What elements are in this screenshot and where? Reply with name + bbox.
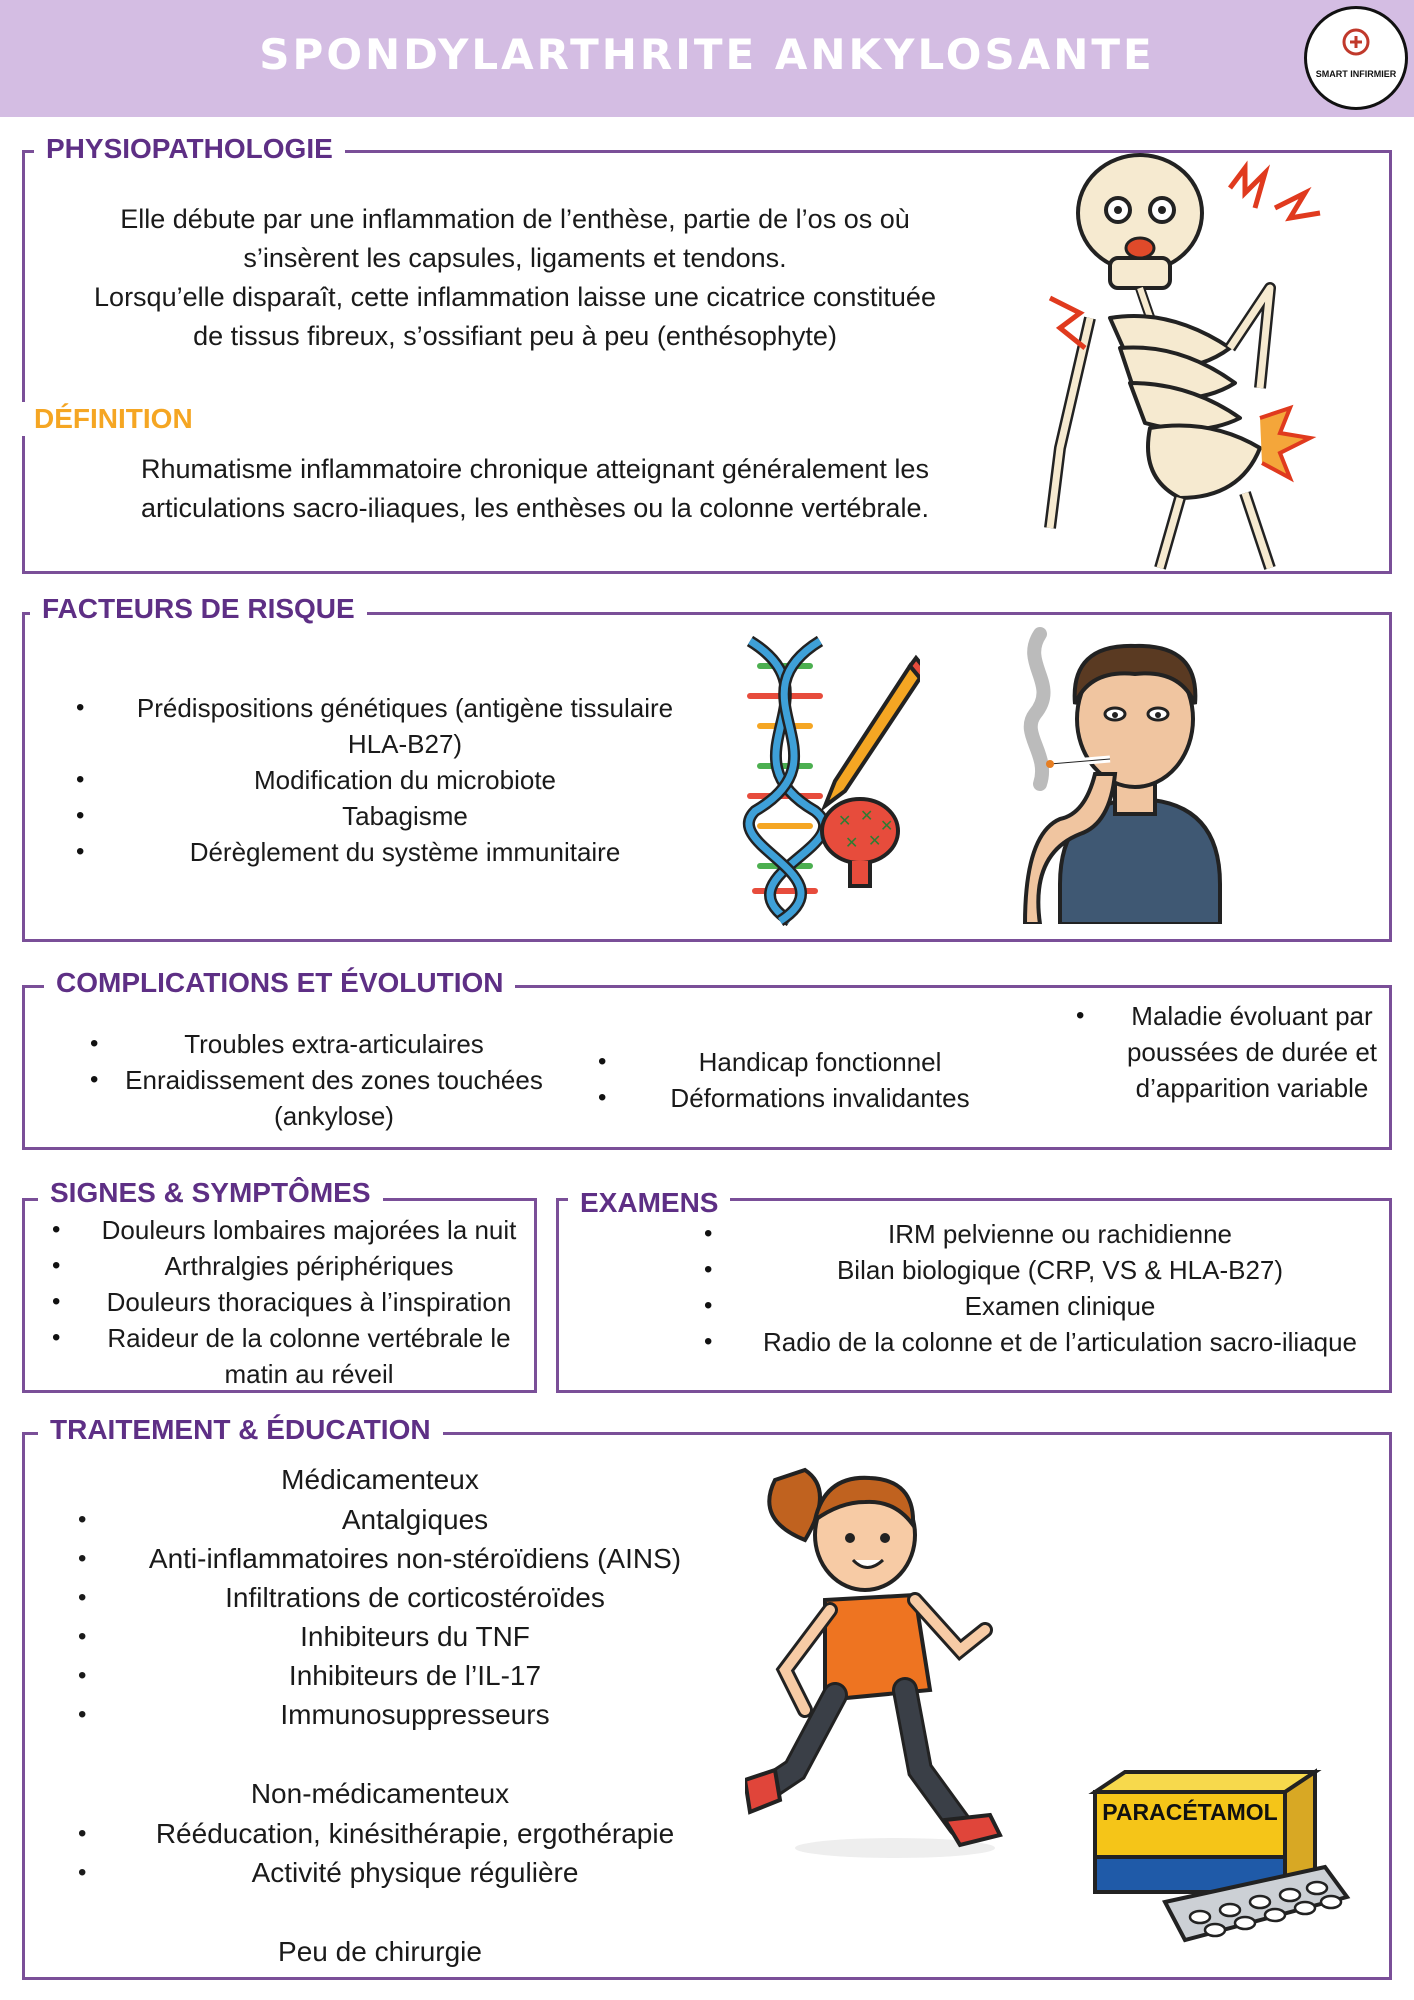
list-item: • Douleurs thoraciques à l’inspiration [52,1284,536,1320]
dna-icon [730,636,920,926]
facteurs-title: FACTEURS DE RISQUE [30,592,367,626]
list-item: • Immunosuppresseurs [80,1695,720,1734]
traitement-title: TRAITEMENT & ÉDUCATION [38,1413,443,1447]
list-item: • Prédispositions génétiques (antigène tissulaire HLA-B27) [80,690,700,762]
list-item: • Antalgiques [80,1500,720,1539]
nonmed-list [80,1814,720,1892]
medicine-box-label: PARACÉTAMOL [1102,1799,1278,1825]
signes-list [52,1212,536,1392]
list-item: • Raideur de la colonne vertébrale le matin au réveil [52,1320,536,1392]
list-item: • Maladie évoluant par poussées de durée et d’apparition variable [1072,998,1392,1106]
complications-list-1 [94,1026,574,1134]
page-title: SPONDYLARTHRITE ANKYLOSANTE [259,30,1155,79]
traitement-content [80,1460,720,1972]
list-item: • Tabagisme [80,798,700,834]
svg-text:✕: ✕ [880,818,894,835]
logo-icon [1304,6,1408,110]
svg-text:✕: ✕ [845,835,859,852]
definition-title: DÉFINITION [20,402,205,436]
list-item: • Inhibiteurs de l’IL-17 [80,1656,720,1695]
examens-list [710,1216,1370,1360]
list-item: • Arthralgies périphériques [52,1248,536,1284]
complications-title: COMPLICATIONS ET ÉVOLUTION [44,966,515,1000]
list-item: • Déformations invalidantes [600,1080,1040,1116]
list-item: • Modification du microbiote [80,762,700,798]
svg-text:✕: ✕ [868,833,882,850]
physiopathologie-title: PHYSIOPATHOLOGIE [34,132,345,166]
facteurs-list [80,690,700,870]
medicine-box-icon [1085,1762,1355,1952]
header-banner [0,0,1414,117]
skeleton-pain-icon [1030,148,1380,572]
examens-title: EXAMENS [568,1186,730,1220]
med-list [80,1500,720,1734]
runner-icon [745,1450,1015,1860]
nonmed-title: Non-médicamenteux [250,1778,510,1809]
list-item: • Handicap fonctionnel [600,1044,1040,1080]
list-item: • Douleurs lombaires majorées la nuit [52,1212,536,1248]
definition-text: Rhumatisme inflammatoire chronique atteignant généralement les articulations sacro-iliaques, les enthèses ou la colonne vertébrale. [141,454,929,523]
chirurgie-note: Peu de chirurgie [278,1936,482,1967]
list-item: • Radio de la colonne et de l’articulation sacro-iliaque [710,1324,1370,1360]
list-item: • Dérèglement du système immunitaire [80,834,700,870]
signes-title: SIGNES & SYMPTÔMES [38,1176,383,1210]
med-title: Médicamenteux [281,1464,479,1495]
complications-list-3 [1072,998,1392,1106]
list-item: • IRM pelvienne ou rachidienne [710,1216,1370,1252]
complications-list-2 [600,1044,1040,1116]
list-item: • Troubles extra-articulaires [94,1026,574,1062]
list-item: • Enraidissement des zones touchées (ankylose) [94,1062,574,1134]
physiopathologie-text: Elle débute par une inflammation de l’enthèse, partie de l’os os où s’insèrent les capsules, ligaments et tendons. Lorsqu’elle disparaît, cette inflammation laisse une cicatrice constituée de tissus fibreux, s’ossifiant peu à peu (enthésophyte) [94,204,936,351]
smoker-icon [1020,624,1250,924]
list-item: • Activité physique régulière [80,1853,720,1892]
list-item: • Anti-inflammatoires non-stéroïdiens (AINS) [80,1539,720,1578]
svg-text:✕: ✕ [838,813,852,830]
logo-text: SMART INFIRMIER [1315,69,1397,79]
list-item: • Infiltrations de corticostéroïdes [80,1578,720,1617]
svg-text:✕: ✕ [860,808,874,825]
list-item: • Inhibiteurs du TNF [80,1617,720,1656]
list-item: • Rééducation, kinésithérapie, ergothérapie [80,1814,720,1853]
list-item: • Examen clinique [710,1288,1370,1324]
list-item: • Bilan biologique (CRP, VS & HLA-B27) [710,1252,1370,1288]
